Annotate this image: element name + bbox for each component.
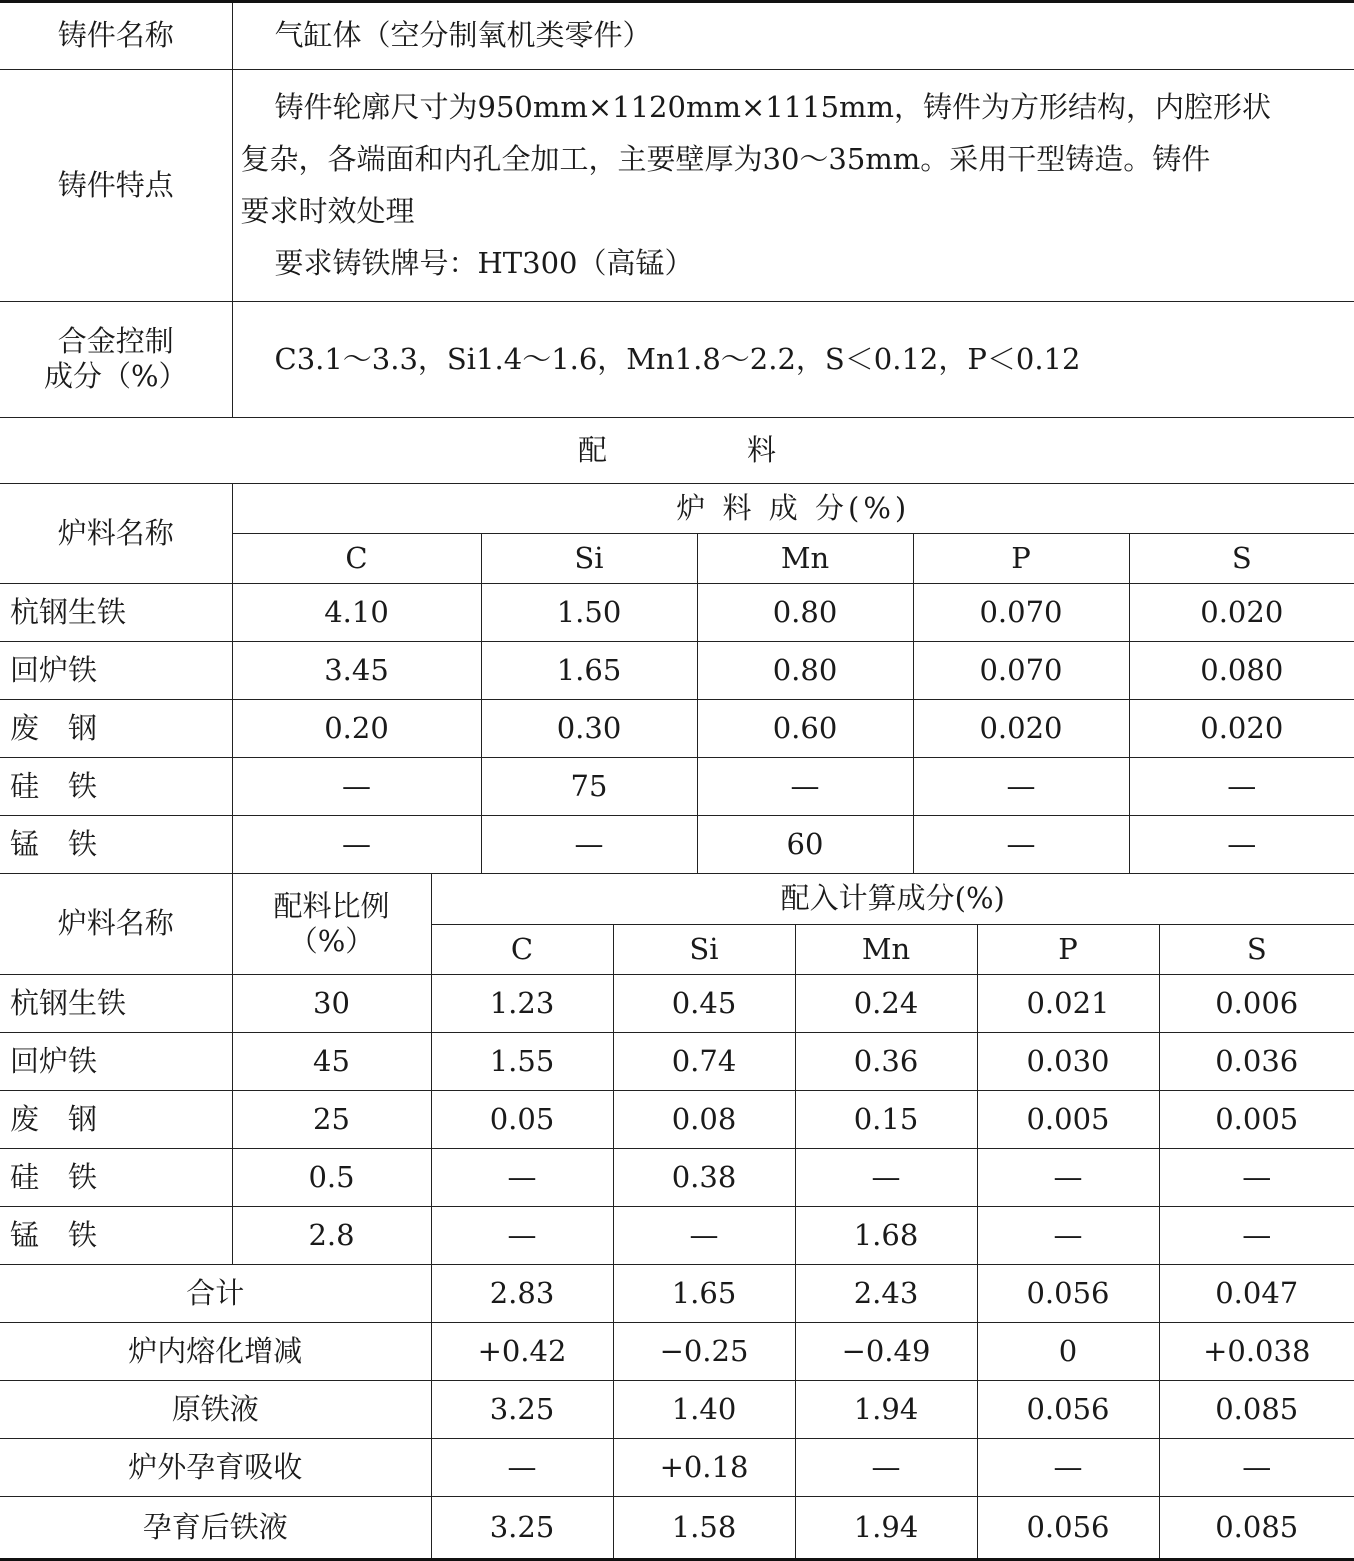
calc-header-row (0, 874, 1354, 924)
summary-row-total (0, 1264, 1354, 1322)
calc-col-c: C (431, 924, 613, 974)
alloy-control-row (0, 301, 1354, 417)
cell: 0.021 (977, 974, 1159, 1032)
ratio-cell: 0.5 (232, 1148, 431, 1206)
calc-group-header: 配入计算成分(%) (431, 874, 1354, 924)
features-line-2: 复杂，各端面和内孔全加工，主要壁厚为30～35mm。采用干型铸造。铸件 (240, 142, 1211, 176)
row-name: 废 钢 (0, 700, 232, 758)
calc-col-mn: Mn (795, 924, 977, 974)
cell: — (697, 758, 913, 816)
cell: — (977, 1148, 1159, 1206)
cell: 75 (481, 758, 697, 816)
cell: 3.25 (431, 1380, 613, 1438)
cell: 1.23 (431, 974, 613, 1032)
cell: 1.94 (795, 1496, 977, 1558)
table-row (0, 642, 1354, 700)
casting-info-table (0, 3, 1354, 484)
cell: 0.070 (913, 642, 1129, 700)
ratio-header-line-2: （%） (288, 923, 375, 958)
casting-features-row (0, 69, 1354, 301)
calc-ratio-header (232, 874, 431, 974)
table-row (0, 816, 1354, 874)
cell: — (1159, 1206, 1354, 1264)
row-name: 杭钢生铁 (0, 974, 232, 1032)
cell: — (913, 758, 1129, 816)
cell: 2.43 (795, 1264, 977, 1322)
table-row (0, 700, 1354, 758)
row-name: 废 钢 (0, 1090, 232, 1148)
summary-name: 合计 (0, 1264, 431, 1322)
cell: 1.68 (795, 1206, 977, 1264)
cell: — (795, 1148, 977, 1206)
calc-col-s: S (1159, 924, 1354, 974)
cell: 1.40 (613, 1380, 795, 1438)
cell: 1.50 (481, 584, 697, 642)
cell: — (977, 1438, 1159, 1496)
cell: 0.020 (913, 700, 1129, 758)
cell: 0.070 (913, 584, 1129, 642)
section-title-row (0, 417, 1354, 483)
cell: 4.10 (232, 584, 481, 642)
calc-name-header: 炉料名称 (0, 874, 232, 974)
ratio-cell: 2.8 (232, 1206, 431, 1264)
table-row (0, 1090, 1354, 1148)
summary-row-melt-change (0, 1322, 1354, 1380)
casting-name-label: 铸件名称 (0, 3, 232, 69)
section-title: 配料 (0, 417, 1354, 483)
cell: — (431, 1438, 613, 1496)
cell: −0.25 (613, 1322, 795, 1380)
cell: 0.60 (697, 700, 913, 758)
ratio-header-line-1: 配料比例 (273, 888, 390, 923)
charge-composition-table (0, 484, 1354, 875)
table-row (0, 1032, 1354, 1090)
cell: 1.55 (431, 1032, 613, 1090)
cell: 0.036 (1159, 1032, 1354, 1090)
cell: 0.08 (613, 1090, 795, 1148)
cell: 0.24 (795, 974, 977, 1032)
cell: 0.056 (977, 1380, 1159, 1438)
alloy-control-label (0, 301, 232, 417)
row-name: 回炉铁 (0, 642, 232, 700)
cell: 0.047 (1159, 1264, 1354, 1322)
summary-row-final-iron (0, 1496, 1354, 1558)
cell: 0.74 (613, 1032, 795, 1090)
cell: 0.45 (613, 974, 795, 1032)
cell: — (481, 816, 697, 874)
charge-group-header: 炉 料 成 分(%) (232, 484, 1354, 534)
row-name: 锰 铁 (0, 816, 232, 874)
table-row (0, 584, 1354, 642)
ratio-cell: 25 (232, 1090, 431, 1148)
cell: 3.25 (431, 1496, 613, 1558)
cell: — (613, 1206, 795, 1264)
cell: 2.83 (431, 1264, 613, 1322)
cell: 0.056 (977, 1496, 1159, 1558)
row-name: 硅 铁 (0, 1148, 232, 1206)
features-line-3: 要求时效处理 (240, 194, 415, 228)
cell: +0.038 (1159, 1322, 1354, 1380)
cell: 0.020 (1129, 700, 1354, 758)
features-line-1: 铸件轮廓尺寸为950mm×1120mm×1115mm，铸件为方形结构，内腔形状 (274, 90, 1272, 124)
charge-name-header: 炉料名称 (0, 484, 232, 584)
cell: 0.30 (481, 700, 697, 758)
row-name: 杭钢生铁 (0, 584, 232, 642)
cell: 0.030 (977, 1032, 1159, 1090)
summary-name: 炉外孕育吸收 (0, 1438, 431, 1496)
summary-name: 原铁液 (0, 1380, 431, 1438)
cell: 0 (977, 1322, 1159, 1380)
cell: — (232, 758, 481, 816)
casting-name-value: 气缸体（空分制氧机类零件） (232, 3, 1354, 69)
cell: 0.80 (697, 642, 913, 700)
charge-col-c: C (232, 534, 481, 584)
alloy-label-line-1: 合金控制 (57, 324, 174, 359)
cell: 0.15 (795, 1090, 977, 1148)
calc-col-si: Si (613, 924, 795, 974)
cell: — (1129, 758, 1354, 816)
table-row (0, 974, 1354, 1032)
ratio-cell: 30 (232, 974, 431, 1032)
calc-col-p: P (977, 924, 1159, 974)
features-line-4: 要求铸铁牌号：HT300（高锰） (274, 246, 694, 280)
calculated-composition-table (0, 874, 1354, 1558)
cell: — (1159, 1438, 1354, 1496)
cell: 0.36 (795, 1032, 977, 1090)
cell: — (431, 1148, 613, 1206)
summary-row-base-iron (0, 1380, 1354, 1438)
alloy-control-value: C3.1～3.3，Si1.4～1.6，Mn1.8～2.2，S＜0.12，P＜0.12 (232, 301, 1354, 417)
row-name: 回炉铁 (0, 1032, 232, 1090)
cell: 0.80 (697, 584, 913, 642)
summary-name: 炉内熔化增减 (0, 1322, 431, 1380)
cell: 3.45 (232, 642, 481, 700)
row-name: 硅 铁 (0, 758, 232, 816)
cell: 0.080 (1129, 642, 1354, 700)
charge-header-row (0, 484, 1354, 534)
cell: 0.05 (431, 1090, 613, 1148)
cell: 1.58 (613, 1496, 795, 1558)
summary-row-inoculation (0, 1438, 1354, 1496)
cell: 0.005 (977, 1090, 1159, 1148)
table-row (0, 1148, 1354, 1206)
alloy-label-line-2: 成分（%） (43, 359, 188, 393)
cell: — (431, 1206, 613, 1264)
row-name: 锰 铁 (0, 1206, 232, 1264)
cell: 0.20 (232, 700, 481, 758)
cell: — (232, 816, 481, 874)
table-row (0, 1206, 1354, 1264)
cell: +0.42 (431, 1322, 613, 1380)
charge-col-p: P (913, 534, 1129, 584)
cell: — (913, 816, 1129, 874)
cell: 1.65 (481, 642, 697, 700)
cell: 60 (697, 816, 913, 874)
casting-features-text (232, 69, 1354, 301)
cell: −0.49 (795, 1322, 977, 1380)
cell: — (1159, 1148, 1354, 1206)
ratio-cell: 45 (232, 1032, 431, 1090)
cell: — (977, 1206, 1159, 1264)
casting-name-row (0, 3, 1354, 69)
cell: 0.006 (1159, 974, 1354, 1032)
cell: 0.020 (1129, 584, 1354, 642)
summary-name: 孕育后铁液 (0, 1496, 431, 1558)
charge-col-mn: Mn (697, 534, 913, 584)
cell: 1.94 (795, 1380, 977, 1438)
cell: — (795, 1438, 977, 1496)
cell: — (1129, 816, 1354, 874)
cell: 0.056 (977, 1264, 1159, 1322)
casting-features-label: 铸件特点 (0, 69, 232, 301)
charge-col-s: S (1129, 534, 1354, 584)
cell: 0.085 (1159, 1380, 1354, 1438)
cell: 0.38 (613, 1148, 795, 1206)
table-row (0, 758, 1354, 816)
cell: 0.085 (1159, 1496, 1354, 1558)
cell: 0.005 (1159, 1090, 1354, 1148)
cell: 1.65 (613, 1264, 795, 1322)
charge-col-si: Si (481, 534, 697, 584)
cell: +0.18 (613, 1438, 795, 1496)
